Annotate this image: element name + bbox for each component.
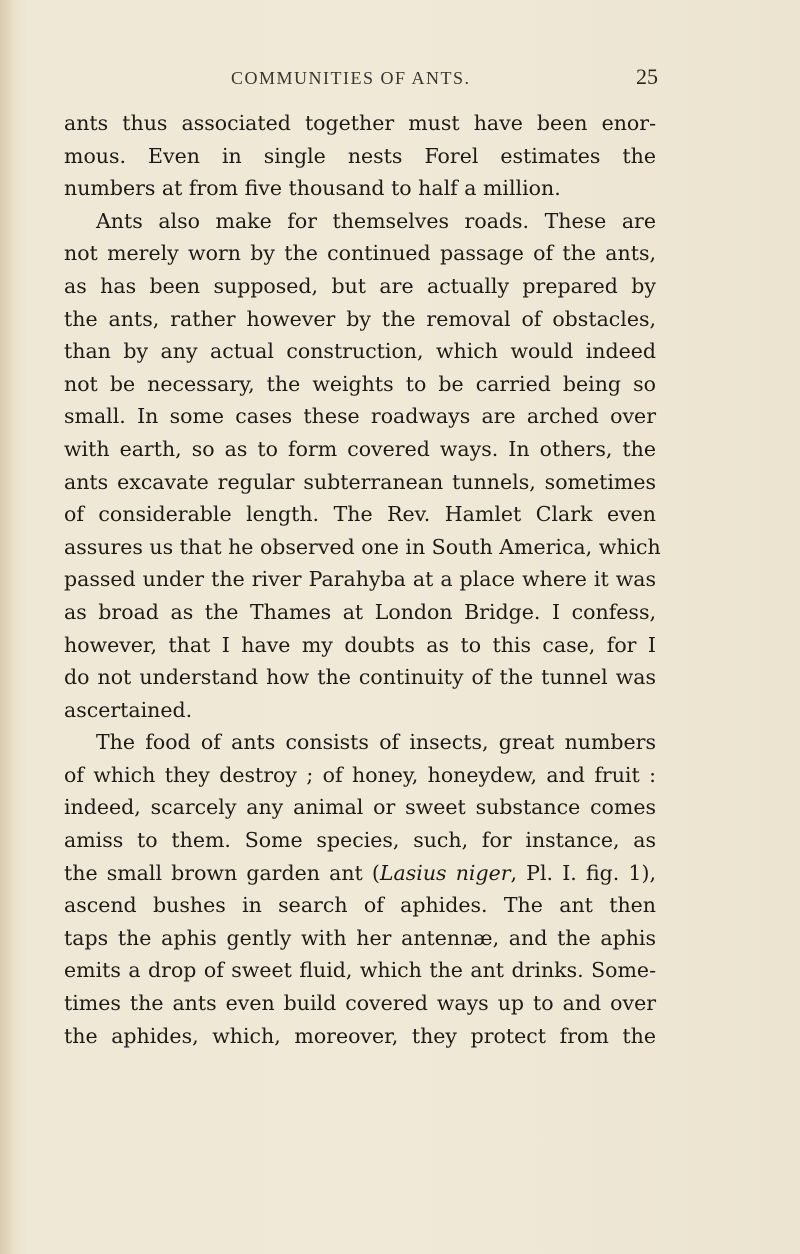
text-line: of considerable length. The Rev. Hamlet Clark even xyxy=(64,502,656,527)
body-text xyxy=(64,107,661,1052)
page-number: 25 xyxy=(636,64,658,89)
text-line: ascend bushes in search of aphides. The ant then xyxy=(64,893,656,918)
text-line: not be necessary, the weights to be carried being so xyxy=(64,371,656,396)
text-line: Ants also make for themselves roads. These are xyxy=(96,208,656,233)
text-line: numbers at from five thousand to half a million. xyxy=(64,176,561,201)
text-line: passed under the river Parahyba at a place where it was xyxy=(64,567,656,592)
text-line: the ants, rather however by the removal of obstacles, xyxy=(64,306,656,331)
text-line: the aphides, which, moreover, they protect from the xyxy=(64,1023,656,1048)
paragraph xyxy=(64,205,661,727)
text-line: emits a drop of sweet fluid, which the ant drinks. Some- xyxy=(64,958,656,983)
text-line: small. In some cases these roadways are arched over xyxy=(64,404,656,429)
text-line: not merely worn by the continued passage of the ants, xyxy=(64,241,656,266)
page-gutter-shadow xyxy=(0,0,14,1254)
text-line: with earth, so as to form covered ways. In others, the xyxy=(64,436,656,461)
text-line: than by any actual construction, which would indeed xyxy=(64,339,656,364)
text-line: ants thus associated together must have been enor- xyxy=(64,111,656,135)
text-line: mous. Even in single nests Forel estimates the xyxy=(64,143,656,168)
paragraph xyxy=(64,107,656,205)
text-line-with-species xyxy=(64,857,656,890)
paragraph xyxy=(64,726,656,1052)
text-fragment: the small brown garden ant ( xyxy=(64,860,380,885)
text-line: ascertained. xyxy=(64,697,193,722)
running-title: COMMUNITIES OF ANTS. xyxy=(231,68,471,88)
text-line: times the ants even build covered ways up to and over xyxy=(64,991,656,1016)
text-fragment: , Pl. I. fig. 1), xyxy=(510,860,656,885)
text-line: ants excavate regular subterranean tunnels, sometimes xyxy=(64,469,656,494)
text-line: however, that I have my doubts as to this case, for I xyxy=(64,632,656,657)
text-line: of which they destroy ; of honey, honeydew, and fruit : xyxy=(64,762,656,787)
text-line: assures us that he observed one in South America, which xyxy=(64,534,661,559)
text-line: indeed, scarcely any animal or sweet substance comes xyxy=(64,795,656,820)
text-line: The food of ants consists of insects, great numbers xyxy=(96,730,656,755)
text-line: amiss to them. Some species, such, for instance, as xyxy=(64,828,656,853)
text-line: do not understand how the continuity of the tunnel was xyxy=(64,665,656,690)
species-name: Lasius niger xyxy=(379,860,511,885)
running-head xyxy=(64,64,658,96)
text-line: taps the aphis gently with her antennæ, and the aphis xyxy=(64,925,656,950)
text-line: as has been supposed, but are actually prepared by xyxy=(64,273,656,298)
text-line: as broad as the Thames at London Bridge. I confess, xyxy=(64,599,656,624)
